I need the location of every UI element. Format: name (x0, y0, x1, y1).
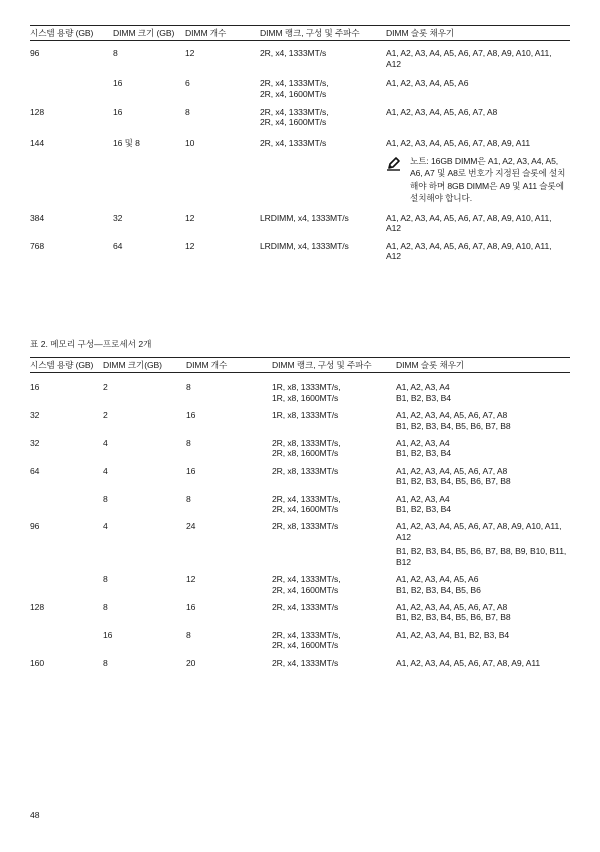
cell-dimm-count: 8 (186, 438, 191, 449)
col-header-dimm-count: DIMM 개수 (186, 358, 272, 373)
table-row (30, 651, 570, 668)
col-header-dimm-size: DIMM 크기(GB) (103, 358, 186, 373)
slot-line: A1, A2, A3, A4, A5, A6, A7, A8, A9, A10, A11, A12 (396, 521, 562, 542)
cell-dimm-count: 12 (185, 48, 195, 59)
col-header-capacity: 시스템 용량 (GB) (30, 358, 103, 373)
cell-dimm-count: 12 (185, 213, 195, 224)
cell-dimm-count: 8 (185, 107, 190, 118)
note-text: 노트: 16GB DIMM은 A1, A2, A3, A4, A5, A6, A7 및 A8로 번호가 지정된 슬롯에 설치해야 하며 8GB DIMM은 A9 및 A11 슬롯에 설치해야 합니다. (410, 156, 566, 203)
cell-dimm-size: 4 (103, 465, 108, 476)
table-row (30, 373, 570, 403)
cell-slot-population (386, 99, 570, 128)
cell-slot-population (386, 234, 570, 262)
col-header-rank-config: DIMM 랭크, 구성 및 주파수 (260, 26, 386, 41)
table-row (30, 69, 570, 99)
table-row (30, 459, 570, 487)
cell-rank-config (272, 623, 396, 651)
cell-dimm-count: 12 (185, 240, 195, 251)
slot-line: B1, B2, B3, B4 (396, 448, 451, 459)
cell-dimm-count: 8 (186, 629, 191, 640)
cell-dimm-size: 4 (103, 438, 108, 449)
slot-line: B1, B2, B3, B4, B5, B6, B7, B8 (396, 476, 511, 487)
slot-line: A1, A2, A3, A4, A5, A6 (396, 574, 479, 585)
col-header-dimm-size: DIMM 크기 (GB) (113, 26, 185, 41)
config-line: 2R, x4, 1333MT/s, (260, 107, 329, 118)
slot-line: A1, A2, A3, A4, A5, A6 (386, 78, 469, 89)
cell-dimm-size: 64 (113, 240, 123, 251)
cell-rank-config (272, 373, 396, 403)
cell-dimm-count: 12 (186, 574, 196, 585)
cell-slot-population (396, 431, 570, 459)
cell-dimm-size: 8 (103, 493, 108, 504)
config-line: 2R, x4, 1600MT/s (272, 504, 339, 515)
cell-rank-config (260, 41, 386, 69)
cell-capacity: 16 (30, 382, 40, 393)
config-line: 2R, x8, 1600MT/s (272, 448, 339, 459)
cell-dimm-size: 8 (103, 657, 108, 668)
slot-line: A1, A2, A3, A4 (396, 382, 450, 393)
table-caption: 표 2. 메모리 구성—프로세서 2개 (30, 339, 152, 349)
slot-line: B1, B2, B3, B4, B5, B6, B7, B8 (396, 420, 511, 431)
cell-rank-config (272, 403, 396, 431)
cell-dimm-size: 4 (103, 521, 108, 532)
slot-line: A1, A2, A3, A4, A5, A6, A7, A8, A9, A11 (396, 657, 541, 668)
cell-capacity (30, 487, 103, 515)
table-header-row (30, 26, 570, 41)
cell-dimm-size: 16 (103, 629, 113, 640)
cell-rank-config (260, 69, 386, 99)
pencil-note-icon (386, 155, 410, 204)
cell-capacity (30, 623, 103, 651)
table-row (30, 234, 570, 262)
col-header-capacity: 시스템 용량 (GB) (30, 26, 113, 41)
cell-dimm-size: 16 (113, 107, 123, 118)
config-line: 2R, x4, 1333MT/s (260, 137, 327, 148)
cell-dimm-count: 16 (186, 410, 196, 421)
cell-dimm-count: 10 (185, 137, 195, 148)
memory-config-table-two-processors (30, 357, 570, 668)
cell-dimm-count: 16 (186, 601, 196, 612)
config-line: 2R, x8, 1333MT/s, (272, 438, 341, 449)
config-line: 2R, x4, 1333MT/s, (260, 78, 329, 89)
cell-capacity: 128 (30, 601, 45, 612)
table-row (30, 595, 570, 623)
table-row (30, 204, 570, 234)
cell-capacity: 128 (30, 107, 45, 118)
col-header-dimm-count: DIMM 개수 (185, 26, 260, 41)
config-line: 2R, x8, 1333MT/s (272, 521, 339, 532)
table-row (30, 623, 570, 651)
config-line: LRDIMM, x4, 1333MT/s (260, 240, 349, 251)
cell-slot-population (386, 204, 570, 234)
slot-line: B1, B2, B3, B4 (396, 392, 451, 403)
table-row (30, 41, 570, 69)
slot-line: A1, A2, A3, A4, B1, B2, B3, B4 (396, 629, 510, 640)
cell-rank-config (260, 128, 386, 204)
slot-line: A1, A2, A3, A4, A5, A6, A7, A8 (396, 601, 508, 612)
cell-capacity: 64 (30, 465, 40, 476)
slot-line: B1, B2, B3, B4, B5, B6 (396, 584, 481, 595)
note-block (386, 155, 568, 204)
slot-line: A1, A2, A3, A4, A5, A6, A7, A8 (396, 465, 508, 476)
memory-config-table-continued (30, 25, 570, 262)
cell-rank-config (272, 651, 396, 668)
cell-rank-config (260, 234, 386, 262)
cell-capacity: 768 (30, 240, 45, 251)
slot-line: A1, A2, A3, A4, A5, A6, A7, A8, A9, A11 (386, 137, 531, 148)
config-line: LRDIMM, x4, 1333MT/s (260, 213, 349, 224)
slot-line: A1, A2, A3, A4, A5, A6, A7, A8 (386, 107, 498, 118)
config-line: 2R, x4, 1600MT/s (260, 117, 327, 128)
cell-slot-population (396, 623, 570, 651)
cell-slot-population (386, 41, 570, 69)
slot-line: A1, A2, A3, A4, A5, A6, A7, A8, A9, A10, A11, A12 (386, 48, 552, 69)
config-line: 2R, x4, 1600MT/s (260, 88, 327, 99)
cell-dimm-size: 16 및 8 (113, 137, 140, 148)
cell-rank-config (272, 514, 396, 567)
cell-dimm-count: 6 (185, 78, 190, 89)
config-line: 2R, x4, 1333MT/s (272, 657, 339, 668)
cell-slot-population (396, 514, 570, 567)
slot-line: A1, A2, A3, A4, A5, A6, A7, A8, A9, A10, A11, A12 (386, 240, 552, 262)
cell-slot-population (396, 595, 570, 623)
config-line: 2R, x4, 1600MT/s (272, 640, 339, 651)
config-line: 2R, x4, 1333MT/s (260, 48, 327, 59)
table-header-row (30, 358, 570, 373)
cell-rank-config (260, 204, 386, 234)
cell-dimm-count: 8 (186, 382, 191, 393)
cell-capacity: 96 (30, 48, 40, 59)
config-line: 2R, x4, 1600MT/s (272, 584, 339, 595)
col-header-slot-population: DIMM 슬롯 채우기 (386, 26, 570, 41)
slot-line: A1, A2, A3, A4, A5, A6, A7, A8, A9, A10, A11, A12 (386, 213, 552, 234)
table-row (30, 403, 570, 431)
cell-slot-population (396, 567, 570, 595)
config-line: 1R, x8, 1600MT/s (272, 392, 339, 403)
cell-slot-population (396, 403, 570, 431)
config-line: 2R, x4, 1333MT/s, (272, 574, 341, 585)
cell-capacity: 384 (30, 213, 45, 224)
config-line: 1R, x8, 1333MT/s (272, 410, 339, 421)
slot-line: B1, B2, B3, B4, B5, B6, B7, B8 (396, 612, 511, 623)
table-row (30, 431, 570, 459)
cell-dimm-size: 8 (113, 48, 118, 59)
cell-capacity (30, 567, 103, 595)
cell-dimm-size: 8 (103, 574, 108, 585)
slot-line: A1, A2, A3, A4 (396, 493, 450, 504)
cell-dimm-count: 24 (186, 521, 196, 532)
cell-capacity: 32 (30, 410, 40, 421)
cell-slot-population (396, 651, 570, 668)
config-line: 2R, x4, 1333MT/s (272, 601, 339, 612)
cell-rank-config (272, 459, 396, 487)
slot-line: A1, A2, A3, A4, A5, A6, A7, A8 (396, 410, 508, 421)
cell-rank-config (260, 99, 386, 128)
cell-rank-config (272, 567, 396, 595)
cell-dimm-count: 20 (186, 657, 196, 668)
cell-rank-config (272, 595, 396, 623)
col-header-slot-population: DIMM 슬롯 채우기 (396, 358, 570, 373)
config-line: 1R, x8, 1333MT/s, (272, 382, 341, 393)
table-row (30, 487, 570, 515)
config-line: 2R, x4, 1333MT/s, (272, 629, 341, 640)
cell-dimm-count: 16 (186, 465, 196, 476)
cell-capacity: 160 (30, 657, 45, 668)
cell-capacity: 144 (30, 137, 45, 148)
cell-slot-population (396, 373, 570, 403)
cell-dimm-size: 32 (113, 213, 123, 224)
cell-dimm-count: 8 (186, 493, 191, 504)
cell-capacity: 32 (30, 438, 40, 449)
table-row (30, 99, 570, 128)
cell-slot-population (396, 487, 570, 515)
table-row (30, 128, 570, 204)
cell-slot-population (386, 69, 570, 99)
cell-dimm-size: 16 (113, 78, 123, 89)
cell-rank-config (272, 487, 396, 515)
config-line: 2R, x4, 1333MT/s, (272, 493, 341, 504)
slot-line: A1, A2, A3, A4 (396, 438, 450, 449)
cell-capacity (30, 69, 113, 99)
col-header-rank-config: DIMM 랭크, 구성 및 주파수 (272, 358, 396, 373)
cell-capacity: 96 (30, 521, 40, 532)
cell-slot-population (396, 459, 570, 487)
cell-rank-config (272, 431, 396, 459)
page-number: 48 (30, 810, 40, 820)
table-row (30, 567, 570, 595)
slot-line: B1, B2, B3, B4 (396, 504, 451, 515)
config-line: 2R, x8, 1333MT/s (272, 465, 339, 476)
slot-line: B1, B2, B3, B4, B5, B6, B7, B8, B9, B10, B11, B12 (396, 546, 567, 567)
cell-slot-population (386, 128, 570, 204)
cell-dimm-size: 2 (103, 410, 108, 421)
table-row (30, 514, 570, 567)
cell-dimm-size: 2 (103, 382, 108, 393)
cell-dimm-size: 8 (103, 601, 108, 612)
